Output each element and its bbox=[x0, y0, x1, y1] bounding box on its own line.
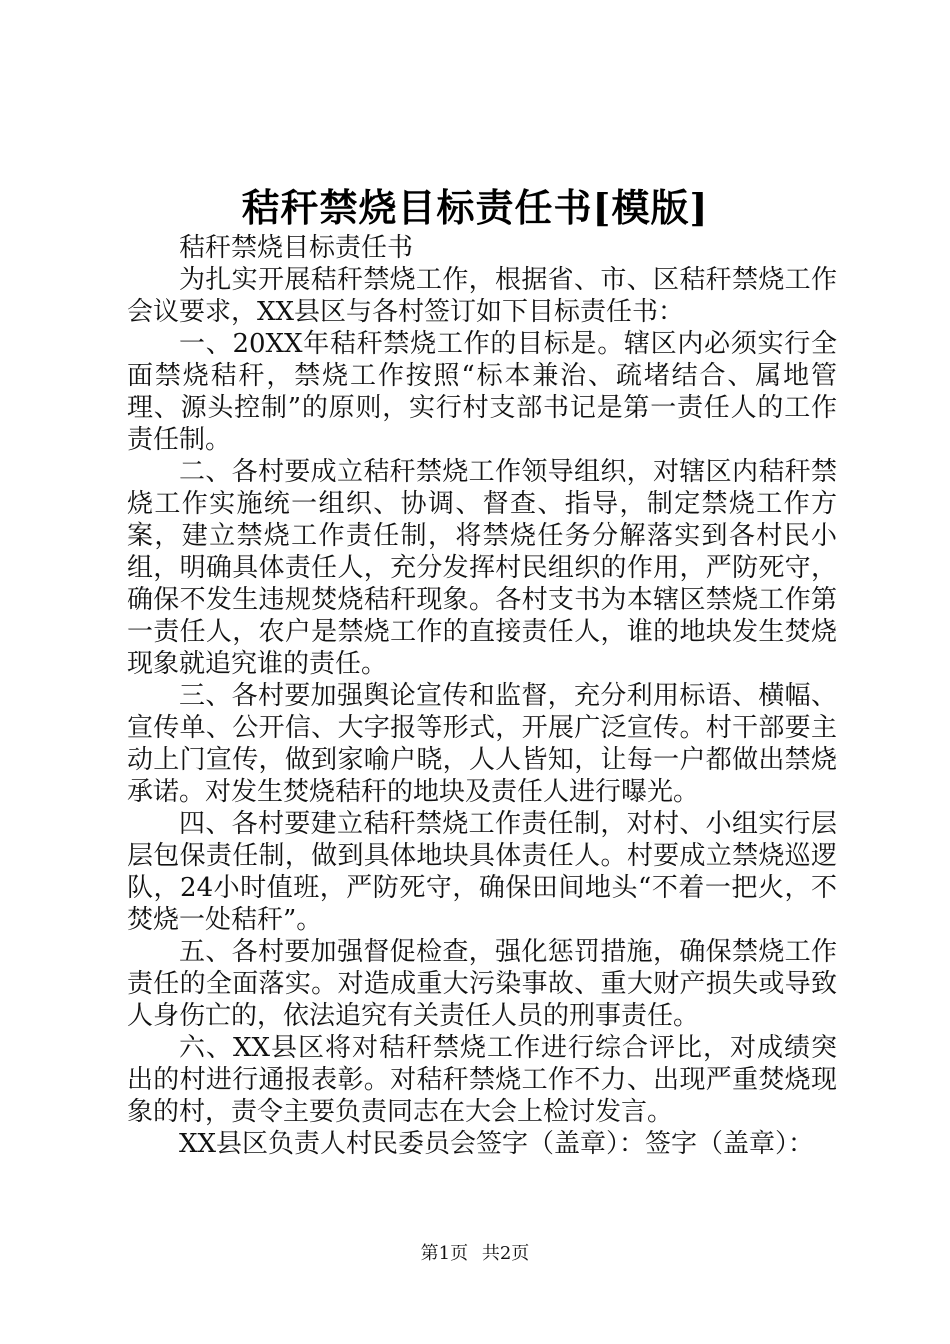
signature-line: XX县区负责人村民委员会签字（盖章）：签字（盖章）： bbox=[179, 1129, 815, 1159]
paragraph-subtitle: 秸秆禁烧目标责任书 bbox=[179, 233, 414, 263]
document-title: 秸秆禁烧目标责任书[模版] bbox=[241, 185, 709, 230]
paragraph-item-2: 二、各村要成立秸秆禁烧工作领导组织，对辖区内秸秆禁烧工作实施统一组织、协调、督查、指导，制定禁烧工作方案，建立禁烧工作责任制，将禁烧任务分解落实到各村民小组，明确具体责任人，充分发挥村民组织的作用，严防死守，确保不发生违规焚烧秸秆现象。各村支书为本辖区禁烧工作第一责任人，农户是禁烧工作的直接责任人，谁的地块发生焚烧现象就追究谁的责任。 bbox=[127, 457, 837, 679]
paragraph-item-3: 三、各村要加强舆论宣传和监督，充分利用标语、横幅、宣传单、公开信、大字报等形式，开展广泛宣传。村干部要主动上门宣传，做到家喻户晓，人人皆知，让每一户都做出禁烧承诺。对发生焚烧秸秆的地块及责任人进行曝光。 bbox=[127, 681, 837, 807]
page-total: 共2页 bbox=[481, 1243, 530, 1264]
document-body bbox=[127, 232, 837, 1160]
paragraph-item-1: 一、20XX年秸秆禁烧工作的目标是。辖区内必须实行全面禁烧秸秆，禁烧工作按照“标本兼治、疏堵结合、属地管理、源头控制”的原则，实行村支部书记是第一责任人的工作责任制。 bbox=[127, 329, 837, 455]
page-number: 第1页 bbox=[420, 1243, 469, 1264]
paragraph-item-6: 六、XX县区将对秸秆禁烧工作进行综合评比，对成绩突出的村进行通报表彰。对秸秆禁烧工作不力、出现严重焚烧现象的村，责令主要负责同志在大会上检讨发言。 bbox=[127, 1033, 837, 1127]
page-footer bbox=[0, 1242, 950, 1266]
paragraph-intro: 为扎实开展秸秆禁烧工作，根据省、市、区秸秆禁烧工作会议要求，XX县区与各村签订如下目标责任书： bbox=[127, 265, 837, 327]
paragraph-item-5: 五、各村要加强督促检查，强化惩罚措施，确保禁烧工作责任的全面落实。对造成重大污染事故、重大财产损失或导致人身伤亡的，依法追究有关责任人员的刑事责任。 bbox=[127, 937, 837, 1031]
paragraph-item-4: 四、各村要建立秸秆禁烧工作责任制，对村、小组实行层层包保责任制，做到具体地块具体责任人。村要成立禁烧巡逻队，24小时值班，严防死守，确保田间地头“不着一把火，不焚烧一处秸秆”。 bbox=[127, 809, 837, 935]
